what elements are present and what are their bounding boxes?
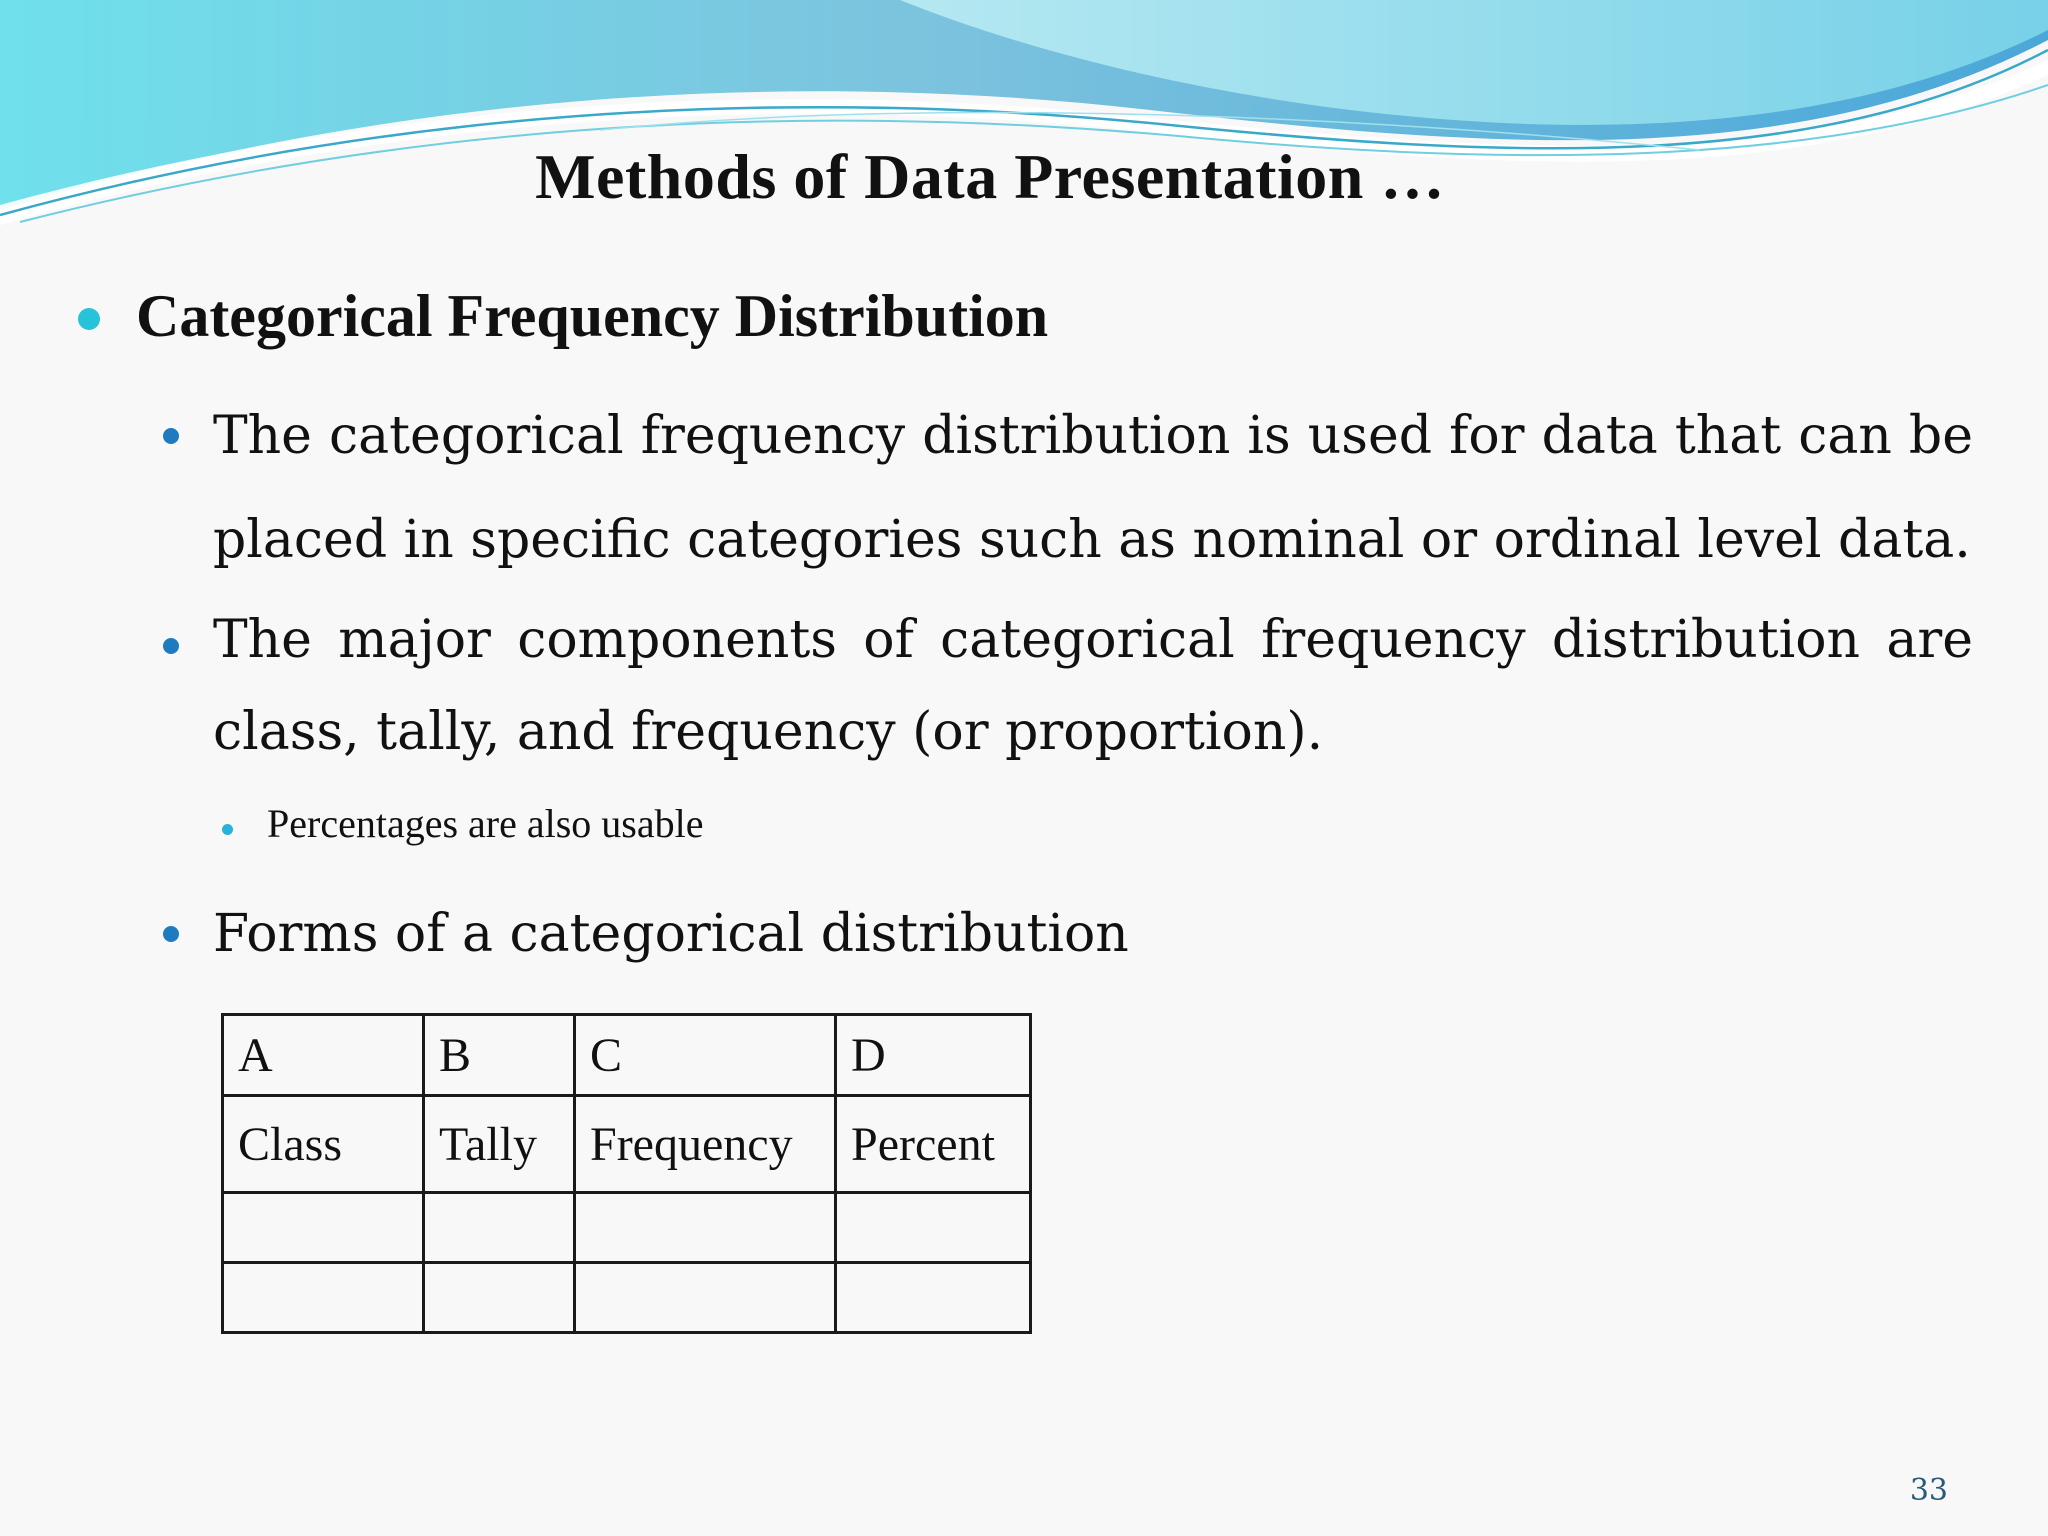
bullet-text: The major components of categorical frequency distribution are class, tally, and frequency (or proportion). <box>213 610 1973 762</box>
sub-bullet-text: Percentages are also usable <box>267 801 704 846</box>
table-cell: Frequency <box>575 1096 836 1193</box>
table-cell <box>575 1263 836 1333</box>
table-cell: Percent <box>836 1096 1031 1193</box>
bullet-dot-icon <box>163 638 179 654</box>
bullet-text: Forms of a categorical distribution <box>213 904 1129 964</box>
table-cell <box>836 1263 1031 1333</box>
bullet-text: The categorical frequency distribution is used for data that can be placed in specific categories such as nominal or ordinal level data. <box>213 406 1973 570</box>
table-cell <box>223 1193 424 1263</box>
table-cell: Tally <box>424 1096 575 1193</box>
bullet-dot-icon <box>163 428 179 444</box>
table-cell: B <box>424 1015 575 1096</box>
bullet-item <box>163 594 1973 778</box>
table-cell <box>424 1193 575 1263</box>
bullet-item <box>163 882 1973 986</box>
slide-title: Methods of Data Presentation … <box>535 141 1445 212</box>
table-cell: C <box>575 1015 836 1096</box>
bullet-item <box>163 384 1973 592</box>
table-cell: Class <box>223 1096 424 1193</box>
sub-bullet-item <box>222 800 703 847</box>
table-cell <box>424 1263 575 1333</box>
distribution-table <box>221 1013 1032 1334</box>
bullet-dot-icon <box>78 308 100 330</box>
table-row <box>223 1096 1031 1193</box>
table-cell: A <box>223 1015 424 1096</box>
section-heading: Categorical Frequency Distribution <box>136 283 1049 349</box>
table-row <box>223 1193 1031 1263</box>
heading-bullet <box>78 282 1048 351</box>
table-row <box>223 1015 1031 1096</box>
table-cell <box>836 1193 1031 1263</box>
table-cell: D <box>836 1015 1031 1096</box>
table-row <box>223 1263 1031 1333</box>
page-number: 33 <box>1909 1473 1948 1508</box>
table-cell <box>575 1193 836 1263</box>
bullet-dot-icon <box>222 824 233 835</box>
bullet-dot-icon <box>163 926 179 942</box>
table-cell <box>223 1263 424 1333</box>
